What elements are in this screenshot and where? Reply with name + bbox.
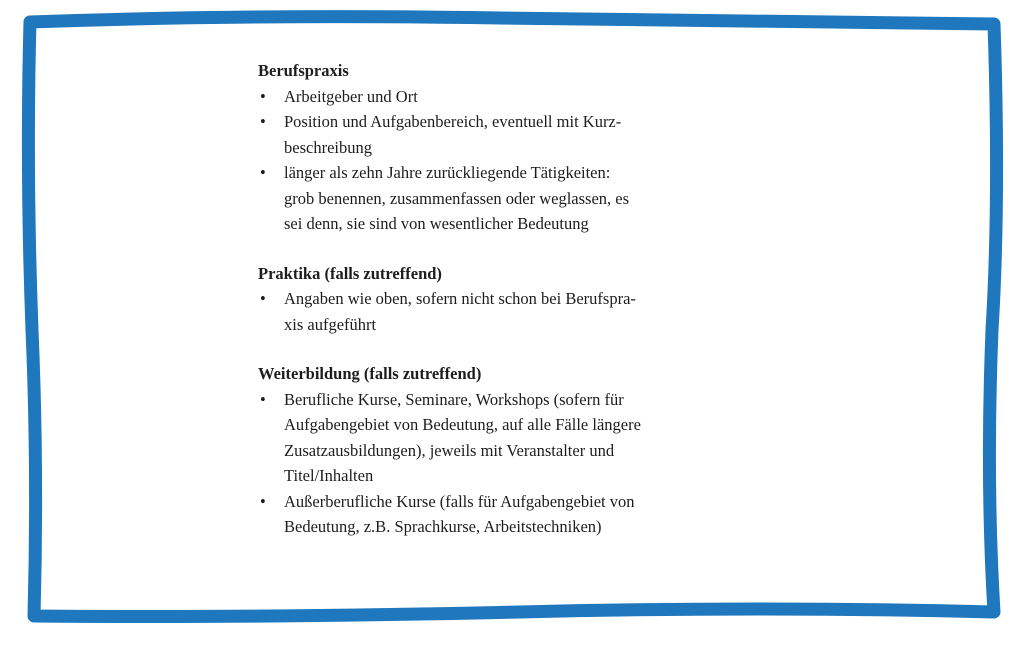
list-item-line: xis aufgeführt bbox=[284, 314, 377, 334]
list-item-line: Angaben wie oben, sofern nicht schon bei Berufspra- bbox=[284, 289, 636, 308]
list-item-line: länger als zehn Jahre zurückliegende Tätigkeiten: bbox=[284, 163, 611, 182]
list-item-line: Aufgabengebiet von Bedeutung, auf alle Fälle längere bbox=[284, 415, 641, 434]
list-item-line: Außerberufliche Kurse (falls für Aufgabengebiet von bbox=[284, 491, 635, 511]
list-item bbox=[258, 109, 698, 160]
list-item-line: Berufliche Kurse, Seminare, Workshops (sofern für bbox=[284, 389, 624, 409]
bullet-icon: • bbox=[260, 491, 266, 511]
list-item bbox=[258, 160, 698, 237]
section-berufspraxis bbox=[258, 58, 698, 237]
section-praktika bbox=[258, 261, 698, 338]
list-item bbox=[258, 387, 698, 489]
bullet-icon: • bbox=[260, 112, 266, 131]
section-heading: Berufspraxis bbox=[258, 61, 349, 80]
list-item bbox=[258, 489, 698, 540]
bullet-icon: • bbox=[260, 289, 266, 308]
list-item-line: Arbeitgeber und Ort bbox=[284, 86, 418, 106]
bullet-list bbox=[258, 286, 698, 337]
list-item-line: Zusatzausbildungen), jeweils mit Veranstalter und bbox=[284, 440, 615, 460]
bullet-list bbox=[258, 387, 698, 540]
list-item-line: Titel/Inhalten bbox=[284, 466, 374, 485]
list-item bbox=[258, 84, 698, 110]
list-item-line: grob benennen, zusammenfassen oder weglassen, es bbox=[284, 188, 630, 208]
list-item-line: Position und Aufgabenbereich, eventuell mit Kurz- bbox=[284, 112, 622, 131]
section-heading: Weiterbildung (falls zutreffend) bbox=[258, 364, 482, 383]
section-heading: Praktika (falls zutreffend) bbox=[258, 263, 442, 283]
bullet-list bbox=[258, 84, 698, 237]
list-item-line: beschreibung bbox=[284, 137, 372, 157]
document-content bbox=[258, 58, 698, 564]
list-item bbox=[258, 286, 698, 337]
bullet-icon: • bbox=[260, 389, 266, 409]
list-item-line: sei denn, sie sind von wesentlicher Bedeutung bbox=[284, 214, 589, 233]
bullet-icon: • bbox=[260, 86, 266, 106]
list-item-line: Bedeutung, z.B. Sprachkurse, Arbeitstechniken) bbox=[284, 517, 602, 536]
bullet-icon: • bbox=[260, 163, 266, 182]
section-weiterbildung bbox=[258, 361, 698, 540]
